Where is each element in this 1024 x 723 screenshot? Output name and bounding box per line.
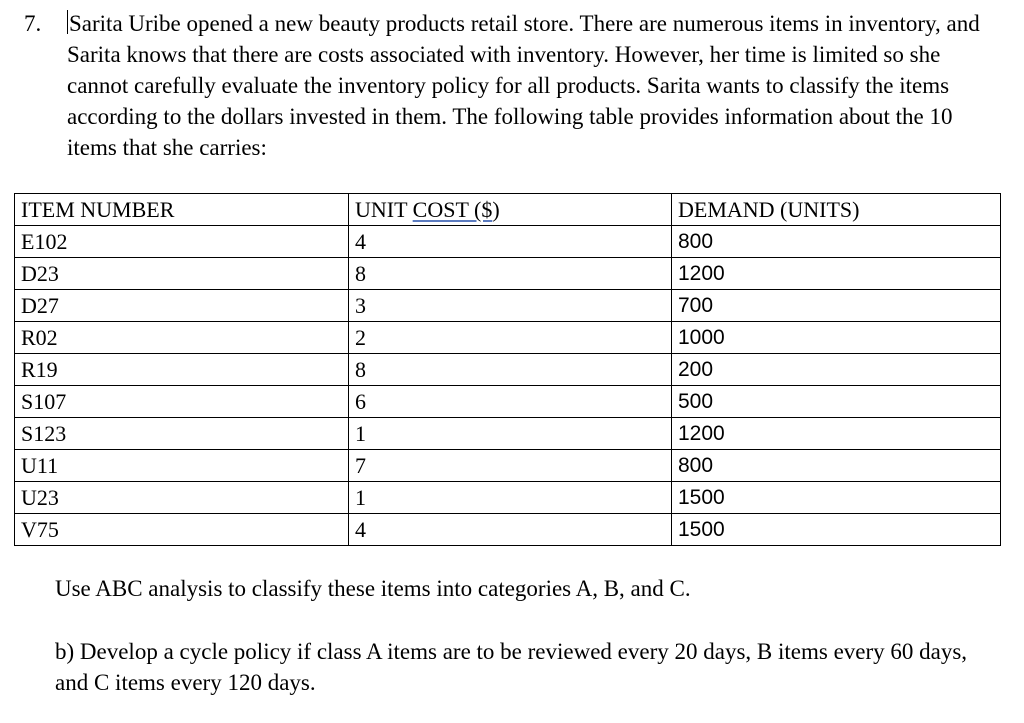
item-number-cell: R19 — [15, 354, 349, 386]
problem-number: 7. — [24, 11, 42, 36]
demand-cell: 700 — [672, 290, 1001, 322]
item-number-cell: V75 — [15, 514, 349, 546]
table-row — [15, 418, 1001, 450]
demand-cell: 1200 — [672, 418, 1001, 450]
item-number-cell: E102 — [15, 226, 349, 258]
demand-cell: 800 — [672, 450, 1001, 482]
unit-cost-cell: 8 — [349, 258, 672, 290]
table-row — [15, 514, 1001, 546]
unit-cost-underlined: COST ($ — [412, 197, 493, 222]
table-header-row — [15, 194, 1001, 226]
unit-cost-cell: 8 — [349, 354, 672, 386]
item-number-cell: D23 — [15, 258, 349, 290]
table-row — [15, 258, 1001, 290]
demand-cell: 1200 — [672, 258, 1001, 290]
unit-cost-cell: 4 — [349, 226, 672, 258]
table-row — [15, 450, 1001, 482]
demand-cell: 1500 — [672, 514, 1001, 546]
table-row — [15, 386, 1001, 418]
item-number-cell: D27 — [15, 290, 349, 322]
item-number-cell: R02 — [15, 322, 349, 354]
table-row — [15, 226, 1001, 258]
unit-cost-cell: 3 — [349, 290, 672, 322]
item-number-cell: U11 — [15, 450, 349, 482]
unit-cost-cell: 7 — [349, 450, 672, 482]
unit-cost-cell: 4 — [349, 514, 672, 546]
item-number-cell: S123 — [15, 418, 349, 450]
header-demand: DEMAND (UNITS) — [672, 194, 1001, 226]
header-item-number: ITEM NUMBER — [15, 194, 349, 226]
problem-text: Sarita Uribe opened a new beauty products retail store. There are numerous items in inventory, and Sarita knows that there are costs associated with inventory. However, her time is limited so she cannot carefully evaluate the inventory policy for all products. Sarita wants to classify the items according to the dollars invested in them. The following table provides information about the 10 items that she carries: — [67, 11, 980, 160]
inventory-table — [14, 193, 1001, 546]
unit-cost-cell: 2 — [349, 322, 672, 354]
unit-cost-cell: 6 — [349, 386, 672, 418]
text-cursor — [67, 10, 68, 34]
demand-cell: 1500 — [672, 482, 1001, 514]
question-abc: Use ABC analysis to classify these items into categories A, B, and C. — [55, 576, 691, 601]
unit-cost-cell: 1 — [349, 418, 672, 450]
table-row — [15, 322, 1001, 354]
table-row — [15, 482, 1001, 514]
item-number-cell: U23 — [15, 482, 349, 514]
table-row — [15, 290, 1001, 322]
demand-cell: 800 — [672, 226, 1001, 258]
question-b: b) Develop a cycle policy if class A items are to be reviewed every 20 days, B items every 60 days, and C items every 120 days. — [55, 639, 968, 695]
demand-cell: 500 — [672, 386, 1001, 418]
item-number-cell: S107 — [15, 386, 349, 418]
problem-statement — [24, 8, 1004, 163]
table-row — [15, 354, 1001, 386]
demand-cell: 1000 — [672, 322, 1001, 354]
unit-cost-cell: 1 — [349, 482, 672, 514]
demand-cell: 200 — [672, 354, 1001, 386]
header-unit-cost: UNIT COST ($) — [349, 194, 672, 226]
